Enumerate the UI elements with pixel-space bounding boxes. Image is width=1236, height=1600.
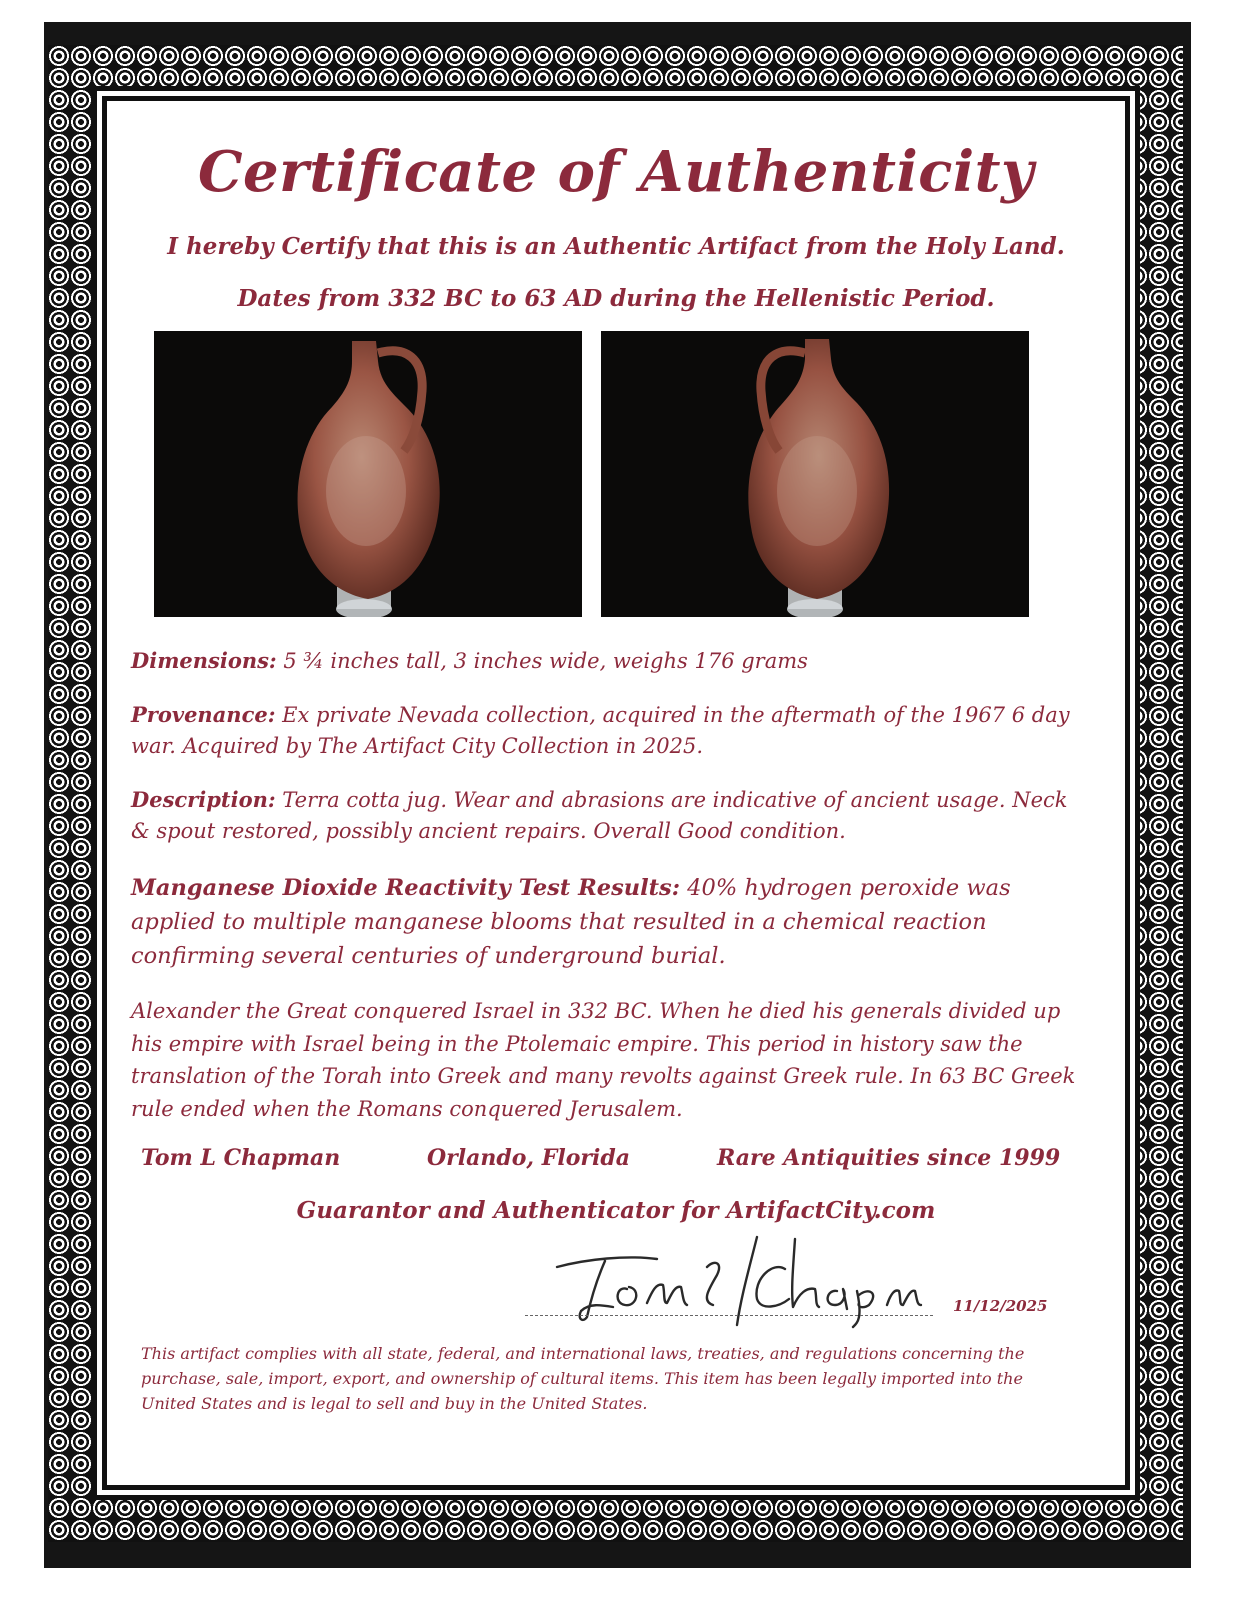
signer-name: Tom L Chapman (141, 1145, 341, 1171)
dimensions-label: Dimensions: (131, 648, 277, 673)
dimensions-text: 5 ¾ inches tall, 3 inches wide, weighs 176 grams (276, 649, 808, 673)
terracotta-jug-photo-icon (601, 331, 1029, 617)
manganese-test-paragraph (131, 871, 1081, 973)
artifact-photo-back (601, 331, 1029, 617)
legal-disclaimer: This artifact complies with all state, federal, and international laws, treaties, and regulations concerning the purchase, sale, import, export, and ownership of cultural items. This item has been legally imported into the United States and is legal to sell and buy in the United States. (141, 1344, 1025, 1413)
signature-date: 11/12/2025 (953, 1297, 1048, 1315)
certificate-content (107, 101, 1125, 1485)
signer-location: Orlando, Florida (427, 1145, 630, 1171)
manganese-label: Manganese Dioxide Reactivity Test Results: (131, 875, 681, 901)
dates-line: Dates from 332 BC to 63 AD during the Hellenistic Period. (237, 285, 995, 312)
signature-line (525, 1315, 933, 1316)
manganese-text: 40% hydrogen peroxide was applied to multiple manganese blooms that resulted in a chemical reaction confirming several centuries of underground burial. (131, 875, 1011, 969)
dimensions-paragraph (131, 645, 1081, 677)
history-paragraph: Alexander the Great conquered Israel in 332 BC. When he died his generals divided up his empire with Israel being in the Ptolemaic empire. This period in history saw the translation of the Torah into Greek and many revolts against Greek rule. In 63 BC Greek rule ended when the Romans conquered Jerusalem. (131, 999, 1076, 1121)
provenance-label: Provenance: (131, 702, 276, 727)
handwritten-signature-icon (517, 1219, 937, 1329)
guarantor-line: Guarantor and Authenticator for ArtifactCity.com (296, 1197, 936, 1224)
provenance-text: Ex private Nevada collection, acquired in the aftermath of the 1967 6 day war. Acquired by The Artifact City Collection in 2025. (131, 703, 1070, 758)
description-text: Terra cotta jug. Wear and abrasions are indicative of ancient usage. Neck & spout restored, possibly ancient repairs. Overall Good condition. (131, 788, 1068, 843)
terracotta-jug-photo-icon (154, 331, 582, 617)
provenance-paragraph (131, 699, 1081, 762)
certificate-title: Certificate of Authenticity (197, 139, 1035, 205)
artifact-photo-front (154, 331, 582, 617)
description-label: Description: (131, 787, 276, 812)
certify-line: I hereby Certify that this is an Authentic Artifact from the Holy Land. (167, 233, 1065, 260)
signer-tagline: Rare Antiquities since 1999 (717, 1145, 1061, 1171)
description-paragraph (131, 784, 1081, 847)
